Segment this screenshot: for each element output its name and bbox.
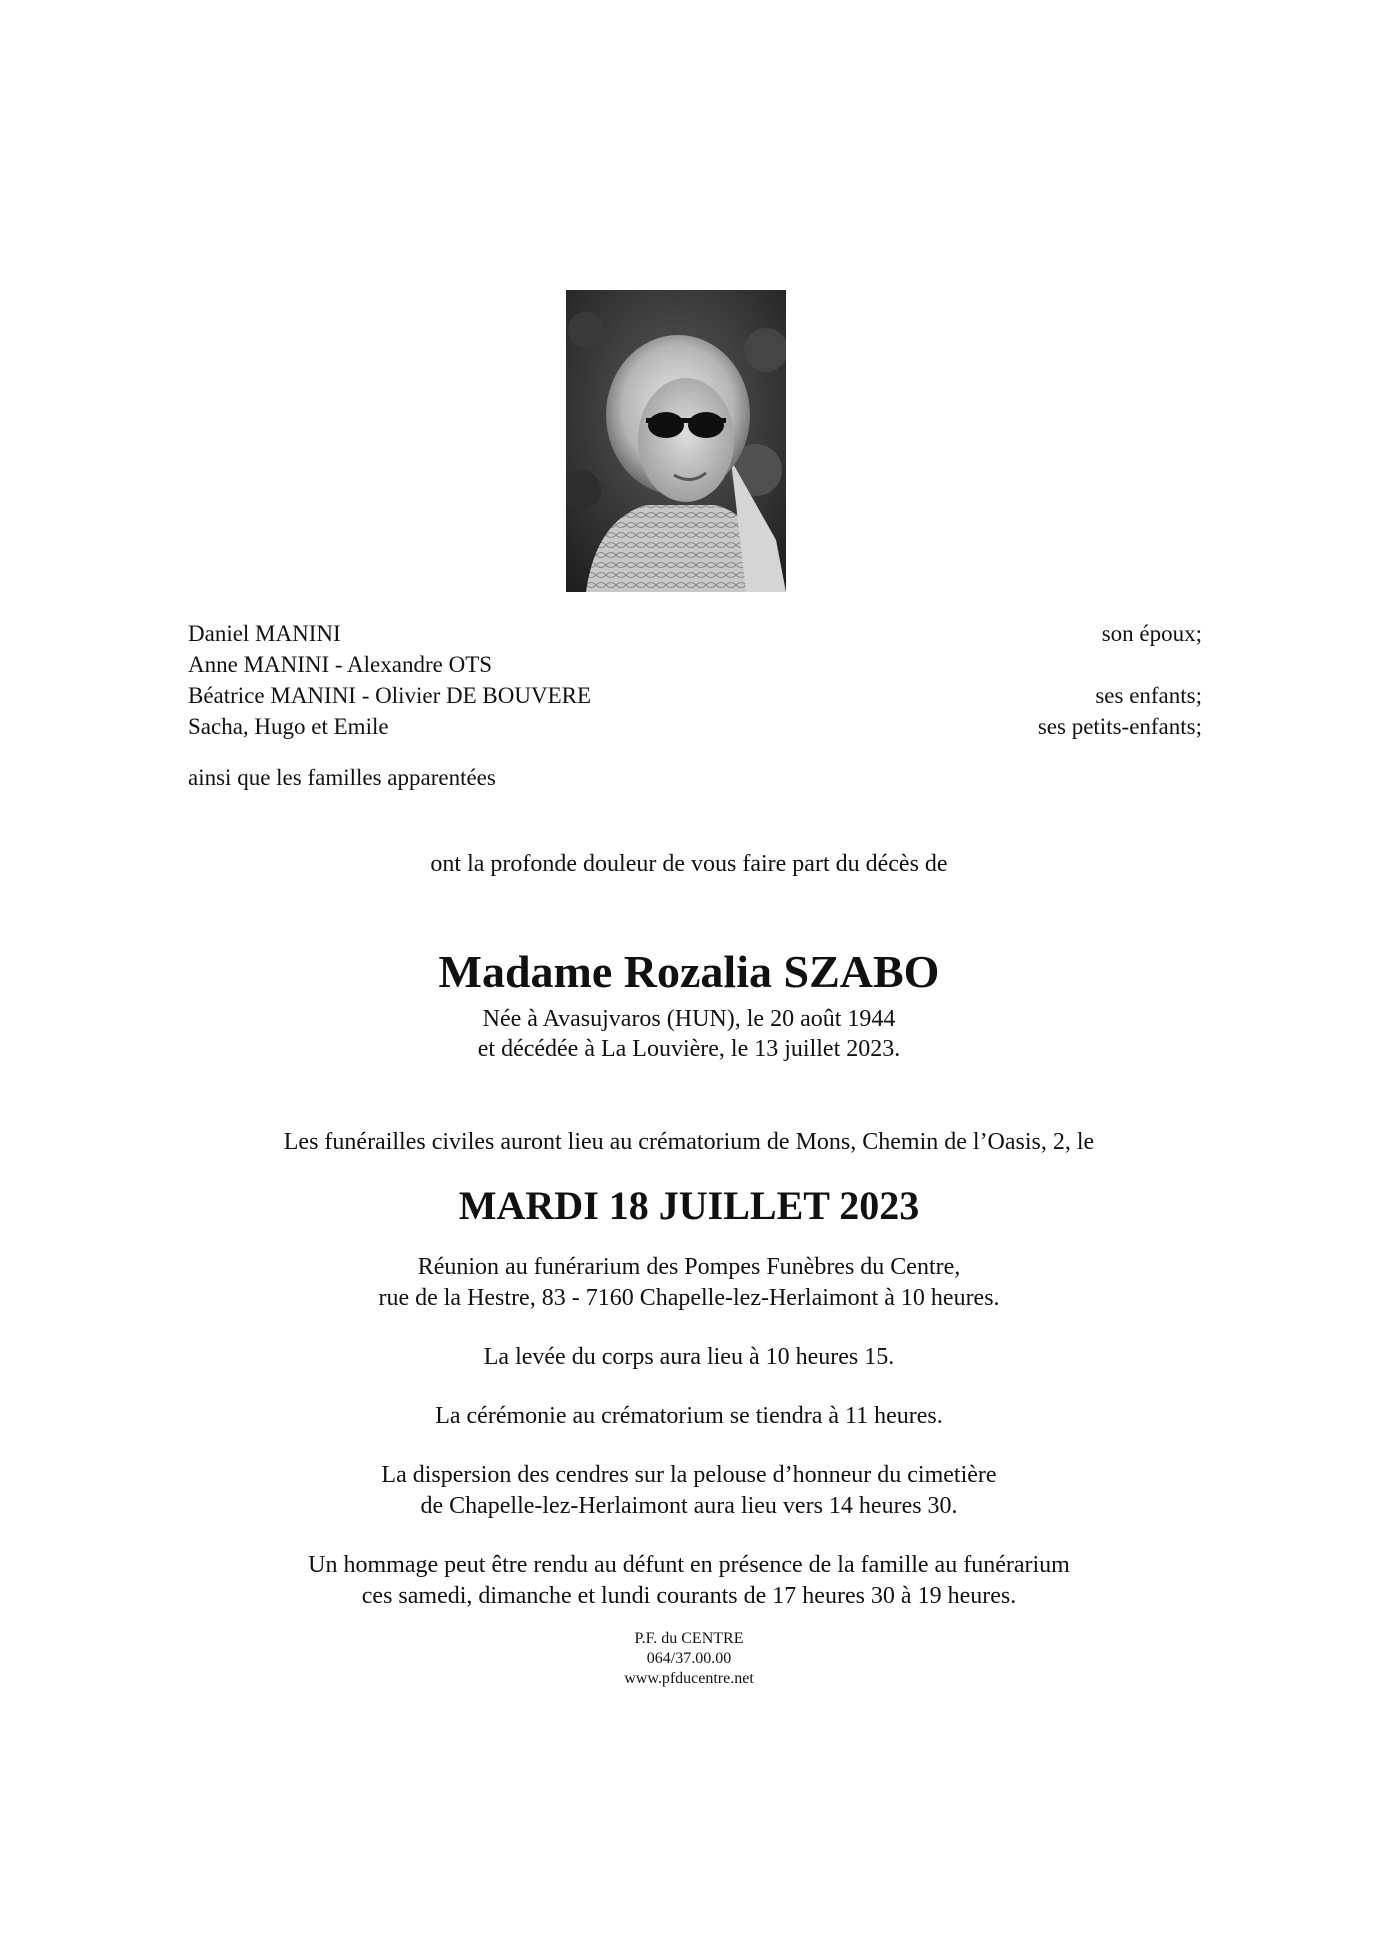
detail-line: rue de la Hestre, 83 - 7160 Chapelle-lez-Herlaimont à 10 heures. bbox=[378, 1285, 1000, 1311]
detail-line: La levée du corps aura lieu à 10 heures 15. bbox=[483, 1344, 895, 1370]
family-member-name: Daniel MANINI bbox=[188, 621, 341, 646]
death-line: et décédée à La Louvière, le 13 juillet 2023. bbox=[477, 1036, 901, 1062]
family-member-role: son époux; bbox=[1101, 621, 1202, 646]
family-member-name: Sacha, Hugo et Emile bbox=[188, 714, 389, 739]
family-member-name: Béatrice MANINI - Olivier DE BOUVERE bbox=[188, 683, 592, 708]
family-row-spouse bbox=[188, 618, 1202, 649]
funeral-home-website: www.pfducentre.net bbox=[624, 1670, 754, 1687]
birth-line: Née à Avasujvaros (HUN), le 20 août 1944 bbox=[482, 1006, 896, 1032]
funeral-home-phone: 064/37.00.00 bbox=[646, 1650, 732, 1667]
detail-line: La dispersion des cendres sur la pelouse d’honneur du cimetière bbox=[381, 1462, 997, 1488]
detail-line: ces samedi, dimanche et lundi courants de 17 heures 30 à 19 heures. bbox=[361, 1583, 1017, 1609]
announcement-intro: ont la profonde douleur de vous faire part du décès de bbox=[430, 851, 948, 877]
family-member-role: ses petits-enfants; bbox=[1037, 714, 1202, 739]
family-row-child-1 bbox=[188, 649, 1202, 680]
family-member-name: Anne MANINI - Alexandre OTS bbox=[188, 652, 493, 677]
detail-line: de Chapelle-lez-Herlaimont aura lieu vers 14 heures 30. bbox=[420, 1493, 958, 1519]
portrait-image bbox=[566, 290, 786, 592]
gathering-info bbox=[0, 1252, 1378, 1314]
portrait-photo bbox=[566, 290, 786, 592]
funeral-intro: Les funérailles civiles auront lieu au crématorium de Mons, Chemin de l’Oasis, 2, le bbox=[283, 1129, 1095, 1155]
detail-line: Un hommage peut être rendu au défunt en présence de la famille au funérarium bbox=[308, 1552, 1070, 1578]
funeral-home-footer bbox=[0, 1629, 1378, 1689]
detail-line: La cérémonie au crématorium se tiendra à 11 heures. bbox=[435, 1403, 943, 1429]
ash-dispersion-info bbox=[0, 1460, 1378, 1522]
deceased-bio bbox=[0, 1004, 1378, 1064]
funeral-home-name: P.F. du CENTRE bbox=[634, 1630, 744, 1647]
related-families: ainsi que les familles apparentées bbox=[188, 765, 496, 790]
family-row-child-2 bbox=[188, 680, 1202, 711]
body-removal-info bbox=[0, 1342, 1378, 1373]
funeral-date: MARDI 18 JUILLET 2023 bbox=[458, 1183, 920, 1228]
detail-line: Réunion au funérarium des Pompes Funèbres du Centre, bbox=[417, 1254, 961, 1280]
family-list bbox=[188, 618, 1202, 742]
family-row-grandchildren bbox=[188, 711, 1202, 742]
deceased-name: Madame Rozalia SZABO bbox=[438, 946, 940, 997]
funeral-details bbox=[0, 1252, 1378, 1640]
family-member-role: ses enfants; bbox=[1095, 683, 1202, 708]
ceremony-info bbox=[0, 1401, 1378, 1432]
tribute-info bbox=[0, 1550, 1378, 1612]
